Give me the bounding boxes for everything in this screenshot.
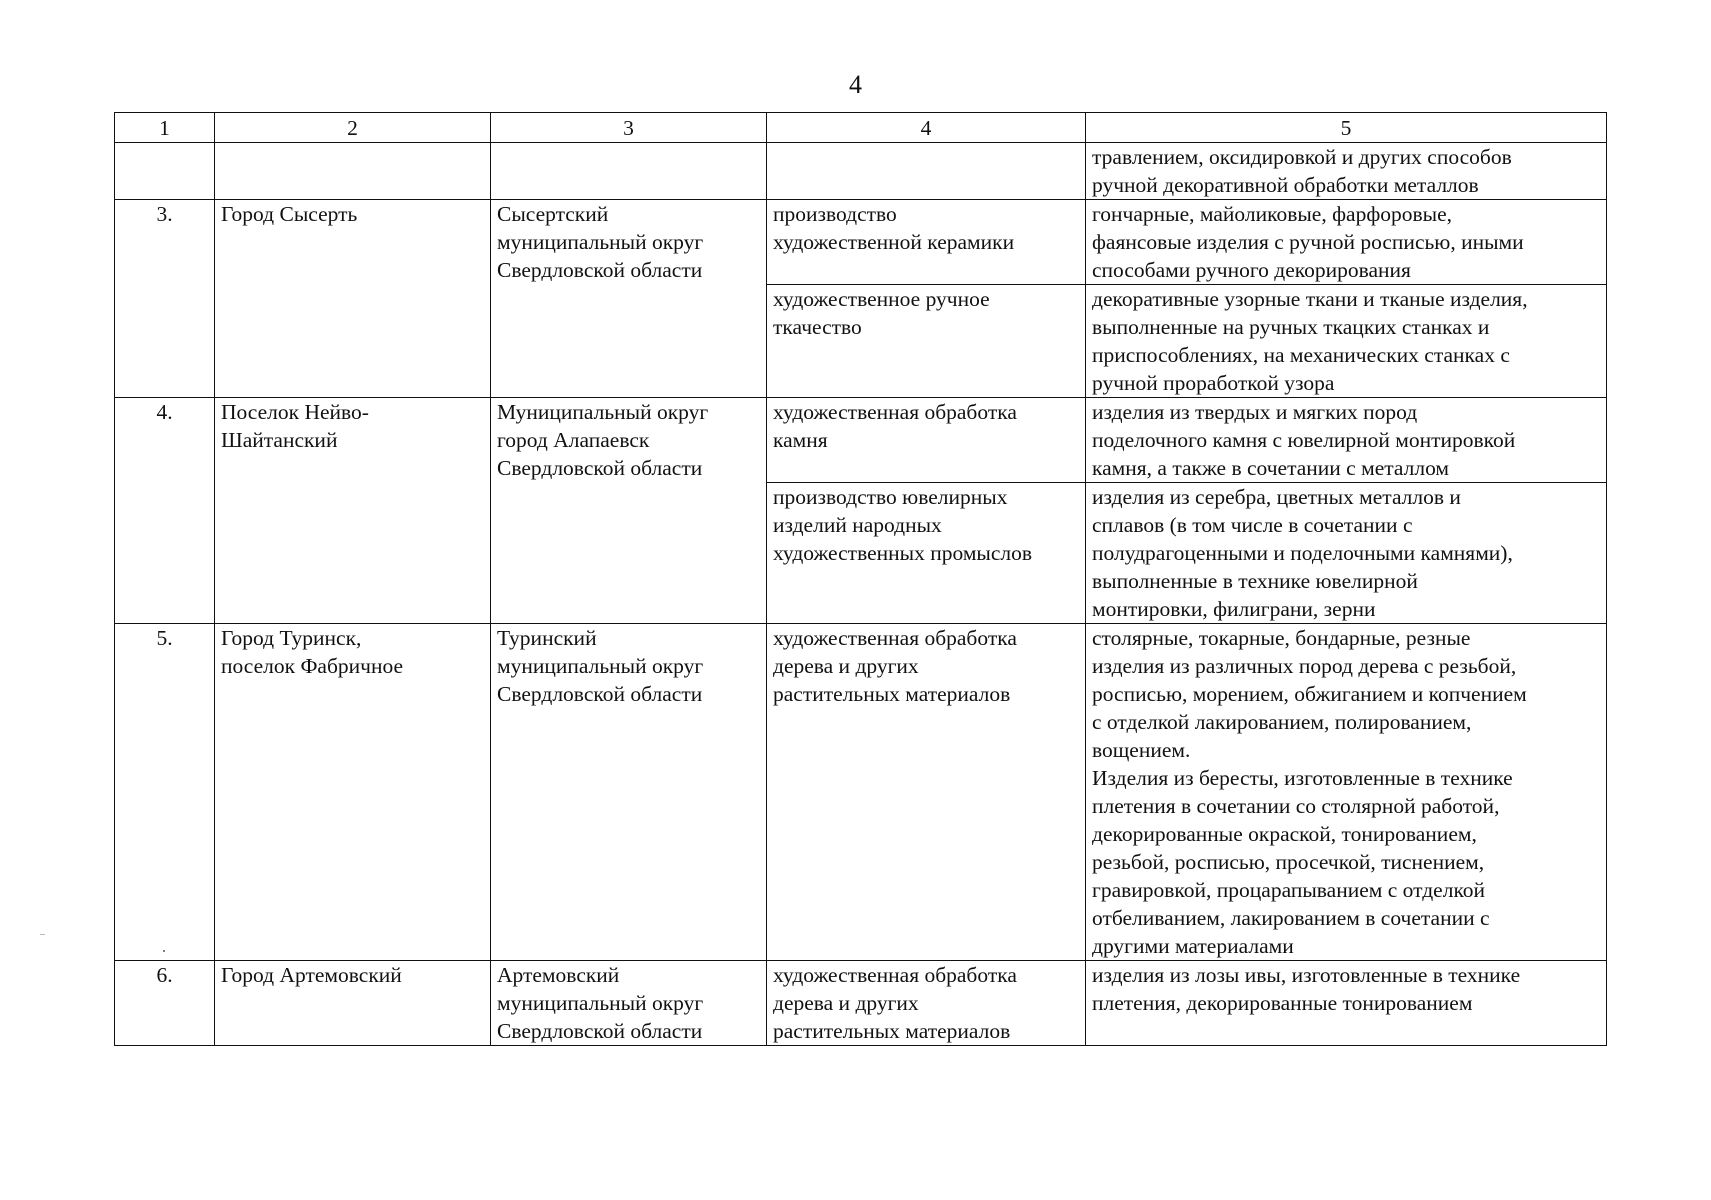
header-col-5: 5	[1086, 113, 1607, 143]
place-name: Поселок Нейво- Шайтанский	[221, 400, 369, 452]
craft-name: художественная обработка камня	[773, 400, 1017, 452]
scan-mark	[40, 934, 45, 935]
cell-place	[215, 143, 491, 200]
craft-name: производство художественной керамики	[773, 202, 1015, 254]
table-row	[115, 200, 1607, 285]
cell-craft	[767, 285, 1086, 398]
products-text: изделия из лозы ивы, изготовленные в технике плетения, декорированные тонированием	[1092, 963, 1521, 1015]
cell-craft	[767, 398, 1086, 483]
cell-num	[115, 961, 215, 1046]
cell-craft	[767, 961, 1086, 1046]
cell-craft	[767, 483, 1086, 624]
cell-craft	[767, 143, 1086, 200]
craft-name: художественная обработка дерева и других растительных материалов	[773, 963, 1017, 1043]
cell-municipality	[491, 961, 767, 1046]
header-col-3: 3	[491, 113, 767, 143]
place-name: Город Сысерть	[221, 202, 358, 226]
row-number: 5.	[156, 626, 173, 650]
cell-municipality	[491, 143, 767, 200]
cell-num	[115, 624, 215, 961]
craft-name: производство ювелирных изделий народных художественных промыслов	[773, 485, 1033, 565]
products-text: столярные, токарные, бондарные, резные изделия из различных пород дерева с резьбой, росписью, морением, обжиганием и копчением с отделкой лакированием, полированием, вощением. Изделия из бересты, изготовленные в технике плетения в сочетании со столярной работой, декорированные окраской, тонированием, резьбой, росписью, просечкой, тиснением, гравировкой, процарапыванием с отделкой отбеливанием, лакированием в сочетании с другими материалами	[1092, 626, 1527, 958]
cell-products	[1086, 143, 1607, 200]
cell-place	[215, 624, 491, 961]
row-number: 6.	[156, 963, 173, 987]
header-col-1: 1	[115, 113, 215, 143]
cell-num	[115, 200, 215, 398]
cell-place	[215, 398, 491, 624]
table-row	[115, 624, 1607, 961]
cell-products	[1086, 398, 1607, 483]
products-text: гончарные, майоликовые, фарфоровые, фаянсовые изделия с ручной росписью, иными способами ручного декорирования	[1092, 202, 1524, 282]
table-row	[115, 961, 1607, 1046]
products-text: травлением, оксидировкой и других способов ручной декоративной обработки металлов	[1092, 145, 1512, 197]
header-row	[115, 113, 1607, 143]
cell-place	[215, 961, 491, 1046]
place-name: Город Туринск, поселок Фабричное	[221, 626, 404, 678]
products-text: изделия из серебра, цветных металлов и сплавов (в том числе в сочетании с полудрагоценными и поделочными камнями), выполненные в технике ювелирной монтировки, филиграни, зерни	[1092, 485, 1513, 621]
cell-craft	[767, 624, 1086, 961]
row-number: 3.	[156, 202, 173, 226]
page-number: 4	[849, 70, 862, 99]
cell-place	[215, 200, 491, 398]
header-col-2: 2	[215, 113, 491, 143]
header-col-4: 4	[767, 113, 1086, 143]
craft-name: художественное ручное ткачество	[773, 287, 990, 339]
cell-municipality	[491, 200, 767, 398]
table-row-continuation	[115, 143, 1607, 200]
cell-products	[1086, 624, 1607, 961]
cell-products	[1086, 285, 1607, 398]
municipality-name: Муниципальный округ город Алапаевск Свердловской области	[497, 400, 709, 480]
cell-num	[115, 143, 215, 200]
cell-products	[1086, 961, 1607, 1046]
place-name: Город Артемовский	[221, 963, 402, 987]
cell-municipality	[491, 624, 767, 961]
table-row	[115, 398, 1607, 483]
cell-num	[115, 398, 215, 624]
cell-craft	[767, 200, 1086, 285]
craft-name: художественная обработка дерева и других растительных материалов	[773, 626, 1017, 706]
cell-products	[1086, 483, 1607, 624]
row-number: 4.	[156, 400, 173, 424]
products-text: изделия из твердых и мягких пород поделочного камня с ювелирной монтировкой камня, а также в сочетании с металлом	[1092, 400, 1516, 480]
municipality-name: Артемовский муниципальный округ Свердловской области	[497, 963, 704, 1043]
municipality-name: Туринский муниципальный округ Свердловской области	[497, 626, 704, 706]
scan-speck	[163, 950, 165, 952]
cell-municipality	[491, 398, 767, 624]
crafts-table	[114, 112, 1607, 1046]
cell-products	[1086, 200, 1607, 285]
municipality-name: Сысертский муниципальный округ Свердловской области	[497, 202, 704, 282]
products-text: декоративные узорные ткани и тканые изделия, выполненные на ручных ткацких станках и приспособлениях, на механических станках с ручной проработкой узора	[1092, 287, 1528, 395]
